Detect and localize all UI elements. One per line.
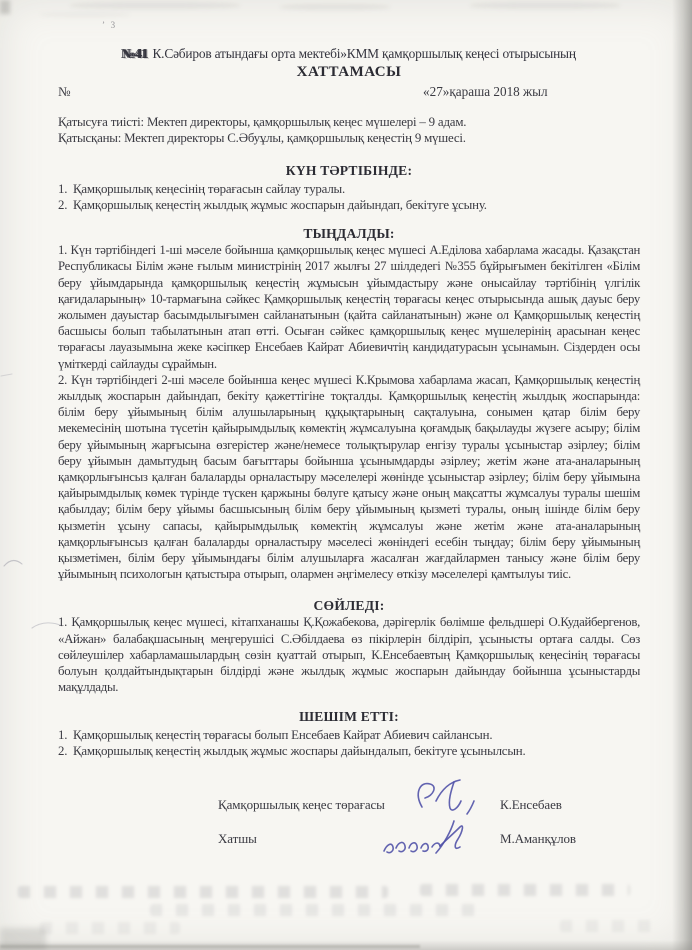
protocol-number-label: № bbox=[58, 84, 71, 99]
document-title-text: К.Сәбиров атындағы орта мектебі»КММ қамқоршылық кеңесі отырысының bbox=[152, 46, 576, 61]
agenda-heading: КҮН ТӘРТІБІНДЕ: bbox=[285, 162, 413, 178]
scan-smudge bbox=[40, 12, 130, 17]
margin-pen-mark bbox=[2, 556, 24, 570]
decided-heading: ШЕШІМ ЕТТІ: bbox=[299, 708, 399, 724]
secretary-signature-ink bbox=[380, 815, 480, 861]
protocol-meta-row bbox=[58, 84, 640, 101]
heard-heading: ТЫҢДАЛДЫ: bbox=[303, 226, 395, 242]
page-edge-shadow-bottom bbox=[0, 940, 692, 950]
decided-list bbox=[58, 727, 640, 759]
scan-corner-artifact bbox=[0, 0, 10, 14]
attendance-block bbox=[58, 114, 640, 147]
document-body bbox=[58, 20, 640, 869]
signature-block bbox=[58, 783, 640, 869]
protocol-date: «27»қараша 2018 жыл bbox=[423, 84, 548, 99]
protocol-heading: ХАТТАМАСЫ bbox=[296, 64, 402, 80]
heard-paragraph-2: 2. Күн тәртібіндегі 2-ші мәселе бойынша кеңес мүшесі К.Крымова хабарлама жасап, Қамқоршылық кеңестің жылдық жоспарын дайындап, бекіту қажеттігіне тоқталды. Қамқоршылық кеңестің жылдық жоспарында: білім беру ұйымының білім алушыларының құқықтарының сақталуына, сонымен қатар білім беру мекемесінің шотына түсетін қайырымдылық көмектің жұмсалуына қоғамдық бақылауды жүзеге асыру; білім беру ұйымының жарғысына өзгерістер және/немесе толықтырулар енгізу туралы ұсыныстар әзірлеу; білім беру ұйымын дамытудың басым бағыттары бойынша ұсынымдарды әзірлеу; жетім және ата-аналарының қамқорлығынсыз қалған балаларды орналастыру мәселелері жөнінде ұсыныстар әзірлеу; білім беру ұйымына қайырымдылық көмек түрінде түскен қаржыны бөлуге қатысу және оның мақсатты жұмсалуы туралы шешім қабылдау; білім беру ұйымы басшысының білім беру ұйымының қызметі туралы, оның ішінде білім беру қызметін ұсыну сапасы, қайырымдылық көмектің жұмсалуы және жетім және ата-аналарының қамқорлығынсыз қалған балаларды орналастыру мәселесі жөніндегі есебін тыңдау; білім беру ұйымының қызметімен, білім беру ұйымындағы білім алушыларға жасалған жағдайлармен танысу және білім беру ұйымының психологын қатыстыра отырып, олармен әңгімелесу өткізу мәселелері қамтылуы тиіс. bbox=[58, 372, 640, 582]
page-edge-shadow-right bbox=[672, 0, 692, 950]
scan-smudge bbox=[280, 4, 390, 10]
attendees-present-line: Қатысқаны: Мектеп директоры С.Әбуұлы, қамқоршылық кеңестің 9 мүшесі. bbox=[58, 131, 466, 146]
pencil-corner-note: ’ 3 bbox=[102, 20, 118, 30]
agenda-item-number: 1. bbox=[58, 181, 68, 196]
heard-paragraph-1: 1. Күн тәртібіндегі 1-ші мәселе бойынша қамқоршылық кеңес мүшесі А.Еділова хабарлама жасады. Қазақстан Республикасы Білім және ғылым министрінің 2017 жылғы 27 шілдедегі №355 бұйрығымен бекітілген «Білім беру ұйымдарында қамқоршылық кеңестің жұмысын ұйымдастыру және онысайлау тәртібінің үлгілік қағидаларының» 10-тармағына сәйкес Қамқоршылық кеңестің төрағасы кеңес отырысында ашық дауыс беру жолымен дауыстар басымдылығымен сайланатынын (қайта сайланатынын) және ол Қамқоршылық кеңестің басшысы болып табылатынын атап өтті. Осыған сәйкес қамқоршылық кеңес мүшелерінің арасынан кеңес төрағасы лауазымына жеке кәсіпкер Енсебаев Кайрат Абиевичтің кандидатурасын ұсынамын. Сіздерден осы үміткерді сайлауды сұраймын. bbox=[58, 243, 640, 371]
scan-bleedthrough bbox=[560, 920, 660, 932]
agenda-list bbox=[58, 181, 640, 213]
agenda-item bbox=[58, 181, 640, 197]
spoke-paragraph: 1. Қамқоршылық кеңес мүшесі, кітапханашы Қ.Қожабекова, дәрігерлік бөлімше фельдшері О.Кудайбергенов, «Айжан» балабақшасының меңгерушісі С.Әбілдаева өз пікірлерін білдіріп, ұсынысты ортаға салды. Сөз сөйлеушілер хабарламашылардың сөзін қуаттай отырып, К.Енсебаевтың Қамқоршылық кеңесінің төрағасы болуын қолдайтындықтарын білдірді және жылдық жұмыс жоспарын дайындау бойынша ұсыныстарды мақұлдады. bbox=[58, 615, 640, 695]
decision-item-text: Қамқоршылық кеңестің жылдық жұмыс жоспары дайындалып, бекітуге ұсынылсын. bbox=[73, 743, 526, 758]
signature-name-chairman: К.Енсебаев bbox=[500, 796, 562, 812]
school-number: №41 bbox=[122, 46, 149, 61]
signature-role-secretary: Хатшы bbox=[218, 830, 257, 846]
decision-item-number: 2. bbox=[58, 743, 68, 758]
document-title bbox=[58, 46, 640, 62]
scan-bleedthrough bbox=[40, 922, 180, 934]
agenda-item bbox=[58, 197, 640, 213]
margin-pen-mark bbox=[0, 372, 14, 378]
signature-role-chairman: Қамқоршылық кеңес төрағасы bbox=[218, 796, 385, 812]
agenda-item-text: Қамқоршылық кеңесінің төрағасын сайлау туралы. bbox=[73, 181, 346, 196]
agenda-item-number: 2. bbox=[58, 198, 68, 213]
scan-smudge bbox=[470, 2, 620, 9]
decision-item bbox=[58, 743, 640, 759]
decision-item bbox=[58, 727, 640, 743]
spoke-heading: СӨЙЛЕДІ: bbox=[313, 598, 385, 614]
scan-bleedthrough bbox=[18, 886, 388, 898]
attendees-expected-line: Қатысуға тиісті: Мектеп директоры, қамқоршылық кеңес мүшелері – 9 адам. bbox=[58, 115, 467, 129]
decision-item-number: 1. bbox=[58, 727, 68, 742]
scan-bleedthrough bbox=[420, 884, 630, 896]
agenda-item-text: Қамқоршылық кеңестің жылдық жұмыс жоспарын дайындап, бекітуге ұсыну. bbox=[73, 198, 487, 213]
scan-smudge bbox=[70, 2, 240, 9]
signature-name-secretary: М.Аманқұлов bbox=[500, 830, 576, 846]
scan-bleedthrough bbox=[150, 904, 480, 916]
decision-item-text: Қамқоршылық кеңестің төрағасы болып Енсебаев Кайрат Абиевич сайлансын. bbox=[73, 727, 493, 742]
